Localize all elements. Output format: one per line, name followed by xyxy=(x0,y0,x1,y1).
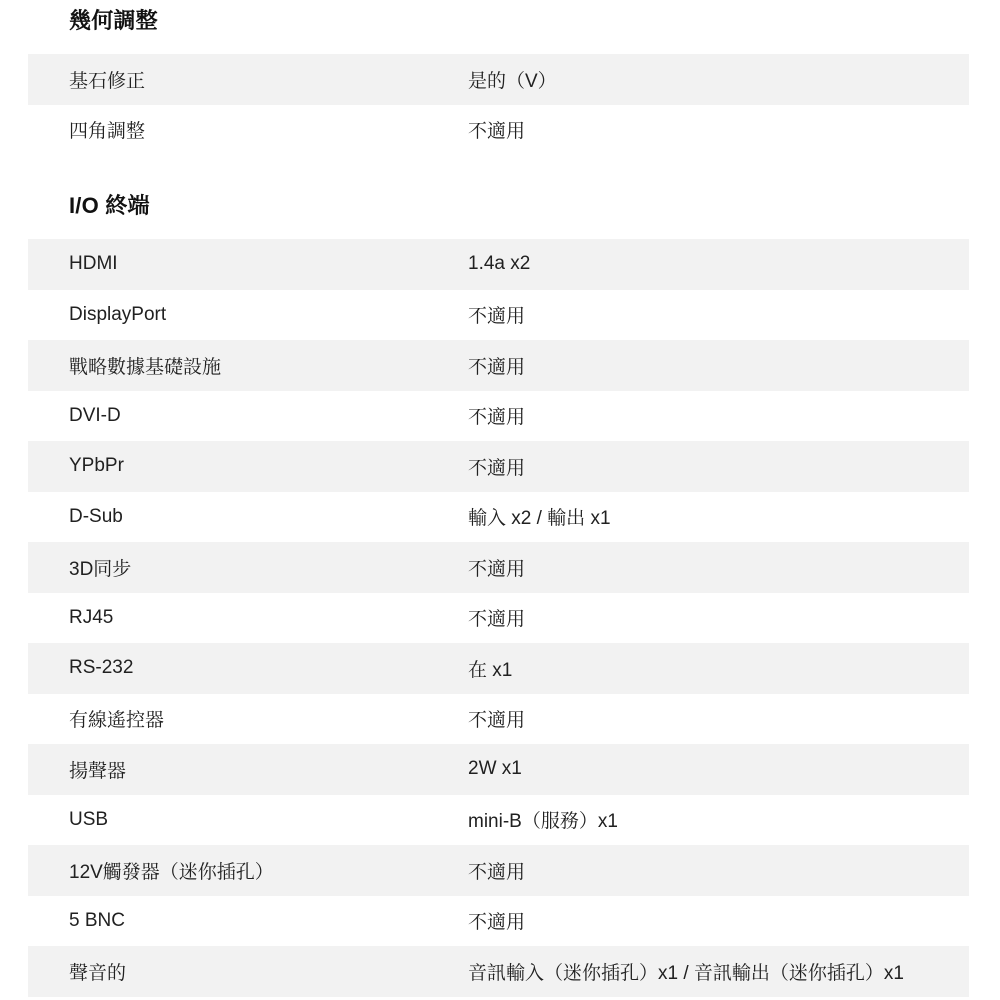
spec-row xyxy=(28,340,969,391)
row-label: RS-232 xyxy=(69,657,134,679)
row-value: 在 x1 xyxy=(468,659,513,681)
section-rows xyxy=(28,54,969,155)
spec-row xyxy=(28,694,969,745)
spec-section xyxy=(28,6,969,155)
row-label: DVI-D xyxy=(69,404,121,426)
section-rows xyxy=(28,239,969,997)
row-value: 不適用 xyxy=(468,710,526,732)
row-value: mini-B（服務）x1 xyxy=(468,811,618,833)
row-label: YPbPr xyxy=(69,455,124,477)
section-title: I/O 終端 xyxy=(69,193,150,218)
spec-row xyxy=(28,542,969,593)
row-value: 不適用 xyxy=(468,861,526,883)
spec-row xyxy=(28,744,969,795)
row-value: 不適用 xyxy=(468,457,526,479)
row-label: 揚聲器 xyxy=(69,760,127,782)
row-label: 基石修正 xyxy=(69,70,146,92)
spec-row xyxy=(28,54,969,105)
row-label: 有線遙控器 xyxy=(69,710,165,732)
row-label: 戰略數據基礎設施 xyxy=(69,356,222,378)
section-title: 幾何調整 xyxy=(69,8,158,33)
row-value: 不適用 xyxy=(468,609,526,631)
row-label: 聲音的 xyxy=(69,962,127,984)
row-label: D-Sub xyxy=(69,505,123,527)
spec-row xyxy=(28,593,969,644)
row-value: 是的（V） xyxy=(468,70,557,92)
row-value: 音訊輸入（迷你插孔）x1 / 音訊輸出（迷你插孔）x1 xyxy=(468,962,904,984)
row-label: 3D同步 xyxy=(69,558,132,580)
row-label: 四角調整 xyxy=(69,121,146,143)
row-value: 2W x1 xyxy=(468,758,522,780)
row-value: 1.4a x2 xyxy=(468,253,531,275)
row-value: 不適用 xyxy=(468,356,526,378)
row-label: RJ45 xyxy=(69,606,114,628)
spec-row xyxy=(28,643,969,694)
row-value: 不適用 xyxy=(468,306,526,328)
spec-row xyxy=(28,845,969,896)
spec-page xyxy=(28,0,969,997)
row-label: 5 BNC xyxy=(69,909,125,931)
spec-row xyxy=(28,795,969,846)
spec-section xyxy=(28,191,969,997)
spec-row xyxy=(28,391,969,442)
spec-row xyxy=(28,105,969,156)
spec-row xyxy=(28,441,969,492)
row-value: 不適用 xyxy=(468,407,526,429)
row-value: 不適用 xyxy=(468,121,526,143)
spec-row xyxy=(28,239,969,290)
spec-row xyxy=(28,896,969,947)
row-label: DisplayPort xyxy=(69,303,167,325)
row-value: 不適用 xyxy=(468,558,526,580)
spec-row xyxy=(28,290,969,341)
row-label: 12V觸發器（迷你插孔） xyxy=(69,861,274,883)
spec-row xyxy=(28,492,969,543)
row-value: 不適用 xyxy=(468,912,526,934)
row-value: 輸入 x2 / 輸出 x1 xyxy=(468,508,611,530)
row-label: HDMI xyxy=(69,253,118,275)
row-label: USB xyxy=(69,808,109,830)
spec-row xyxy=(28,946,969,997)
